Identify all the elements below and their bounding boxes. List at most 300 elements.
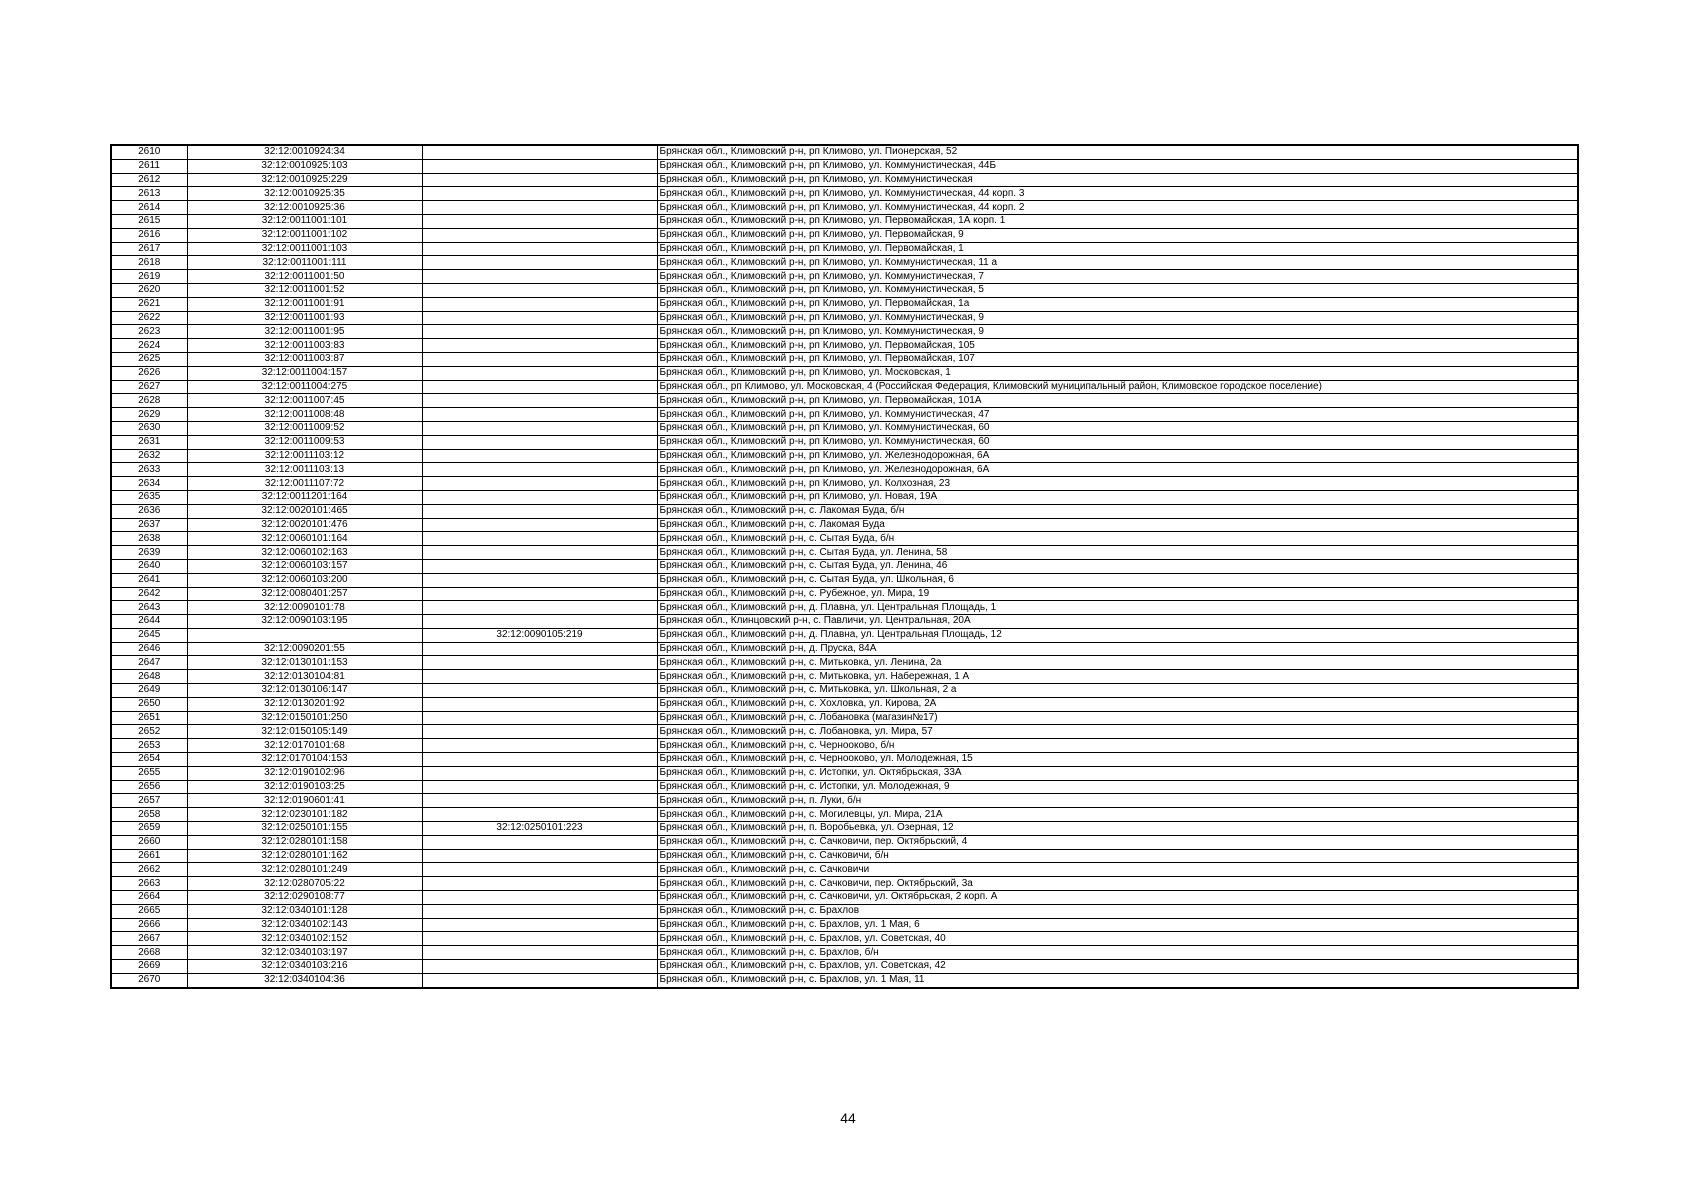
related-cadastral-number-cell xyxy=(422,725,657,739)
table-row xyxy=(111,394,1578,408)
table-row xyxy=(111,849,1578,863)
cadastral-number-cell: 32:12:0011008:48 xyxy=(187,408,422,422)
related-cadastral-number-cell xyxy=(422,973,657,987)
address-cell: Брянская обл., Климовский р-н, рп Климово, ул. Первомайская, 1А корп. 1 xyxy=(657,214,1578,228)
row-number-cell: 2657 xyxy=(111,794,187,808)
related-cadastral-number-cell xyxy=(422,145,657,159)
cadastral-number-cell: 32:12:0190103:25 xyxy=(187,780,422,794)
row-number-cell: 2622 xyxy=(111,311,187,325)
cadastral-number-cell: 32:12:0290108:77 xyxy=(187,891,422,905)
cadastral-number-cell: 32:12:0011009:52 xyxy=(187,421,422,435)
cadastral-number-cell: 32:12:0130106:147 xyxy=(187,684,422,698)
address-cell: Брянская обл., Климовский р-н, с. Брахлов, ул. 1 Мая, 11 xyxy=(657,973,1578,987)
address-cell: Брянская обл., Климовский р-н, рп Климово, ул. Первомайская, 1 xyxy=(657,242,1578,256)
row-number-cell: 2664 xyxy=(111,891,187,905)
row-number-cell: 2634 xyxy=(111,477,187,491)
table-row xyxy=(111,366,1578,380)
cadastral-number-cell: 32:12:0340102:143 xyxy=(187,918,422,932)
table-row xyxy=(111,891,1578,905)
table-row xyxy=(111,766,1578,780)
table-row xyxy=(111,904,1578,918)
address-cell: Брянская обл., Климовский р-н, рп Климово, ул. Коммунистическая, 44 корп. 3 xyxy=(657,187,1578,201)
row-number-cell: 2623 xyxy=(111,325,187,339)
row-number-cell: 2638 xyxy=(111,532,187,546)
cadastral-number-cell: 32:12:0011004:275 xyxy=(187,380,422,394)
row-number-cell: 2670 xyxy=(111,973,187,987)
row-number-cell: 2669 xyxy=(111,960,187,974)
related-cadastral-number-cell xyxy=(422,684,657,698)
related-cadastral-number-cell xyxy=(422,904,657,918)
related-cadastral-number-cell xyxy=(422,339,657,353)
cadastral-number-cell: 32:12:0011003:83 xyxy=(187,339,422,353)
cadastral-number-cell: 32:12:0011001:111 xyxy=(187,256,422,270)
row-number-cell: 2614 xyxy=(111,201,187,215)
row-number-cell: 2632 xyxy=(111,449,187,463)
row-number-cell: 2665 xyxy=(111,904,187,918)
address-cell: Брянская обл., Климовский р-н, рп Климово, ул. Первомайская, 105 xyxy=(657,339,1578,353)
table-row xyxy=(111,187,1578,201)
table-row xyxy=(111,780,1578,794)
cadastral-number-cell: 32:12:0280101:249 xyxy=(187,863,422,877)
address-cell: Брянская обл., Климовский р-н, с. Сачковичи, б/н xyxy=(657,849,1578,863)
cadastral-number-cell: 32:12:0340103:216 xyxy=(187,960,422,974)
related-cadastral-number-cell xyxy=(422,794,657,808)
address-cell: Брянская обл., Климовский р-н, с. Истопки, ул. Октябрьская, 33А xyxy=(657,766,1578,780)
related-cadastral-number-cell xyxy=(422,835,657,849)
table-row xyxy=(111,159,1578,173)
table-row xyxy=(111,601,1578,615)
address-cell: Брянская обл., Климовский р-н, с. Сытая Буда, б/н xyxy=(657,532,1578,546)
row-number-cell: 2620 xyxy=(111,283,187,297)
registry-table xyxy=(110,144,1579,989)
table-row xyxy=(111,960,1578,974)
address-cell: Брянская обл., Климовский р-н, д. Плавна, ул. Центральная Площадь, 1 xyxy=(657,601,1578,615)
related-cadastral-number-cell xyxy=(422,587,657,601)
related-cadastral-number-cell xyxy=(422,573,657,587)
related-cadastral-number-cell xyxy=(422,877,657,891)
related-cadastral-number-cell xyxy=(422,159,657,173)
cadastral-number-cell: 32:12:0080401:257 xyxy=(187,587,422,601)
related-cadastral-number-cell xyxy=(422,297,657,311)
related-cadastral-number-cell xyxy=(422,380,657,394)
related-cadastral-number-cell xyxy=(422,918,657,932)
row-number-cell: 2659 xyxy=(111,822,187,836)
cadastral-number-cell: 32:12:0011107:72 xyxy=(187,477,422,491)
cadastral-number-cell: 32:12:0010925:35 xyxy=(187,187,422,201)
address-cell: Брянская обл., Климовский р-н, рп Климово, ул. Железнодорожная, 6А xyxy=(657,449,1578,463)
address-cell: Брянская обл., Климовский р-н, с. Митьковка, ул. Школьная, 2 а xyxy=(657,684,1578,698)
related-cadastral-number-cell xyxy=(422,214,657,228)
cadastral-number-cell: 32:12:0190102:96 xyxy=(187,766,422,780)
related-cadastral-number-cell xyxy=(422,477,657,491)
related-cadastral-number-cell xyxy=(422,863,657,877)
address-cell: Брянская обл., Климовский р-н, с. Брахлов, ул. 1 Мая, 6 xyxy=(657,918,1578,932)
cadastral-number-cell: 32:12:0010924:34 xyxy=(187,145,422,159)
cadastral-number-cell: 32:12:0280705:22 xyxy=(187,877,422,891)
row-number-cell: 2619 xyxy=(111,270,187,284)
address-cell: Брянская обл., Климовский р-н, рп Климово, ул. Коммунистическая, 7 xyxy=(657,270,1578,284)
address-cell: Брянская обл., Климовский р-н, с. Митьковка, ул. Набережная, 1 А xyxy=(657,670,1578,684)
row-number-cell: 2644 xyxy=(111,615,187,629)
table-row xyxy=(111,297,1578,311)
table-row xyxy=(111,684,1578,698)
row-number-cell: 2655 xyxy=(111,766,187,780)
related-cadastral-number-cell xyxy=(422,366,657,380)
related-cadastral-number-cell xyxy=(422,283,657,297)
address-cell: Брянская обл., Климовский р-н, с. Хохловка, ул. Кирова, 2А xyxy=(657,697,1578,711)
row-number-cell: 2647 xyxy=(111,656,187,670)
cadastral-number-cell: 32:12:0340101:128 xyxy=(187,904,422,918)
address-cell: Брянская обл., Климовский р-н, с. Могилевцы, ул. Мира, 21А xyxy=(657,808,1578,822)
table-row xyxy=(111,270,1578,284)
cadastral-number-cell: 32:12:0011001:101 xyxy=(187,214,422,228)
address-cell: Брянская обл., Климовский р-н, с. Брахлов, ул. Советская, 40 xyxy=(657,932,1578,946)
address-cell: Брянская обл., Климовский р-н, с. Рубежное, ул. Мира, 19 xyxy=(657,587,1578,601)
row-number-cell: 2631 xyxy=(111,435,187,449)
address-cell: Брянская обл., Климовский р-н, с. Брахлов, б/н xyxy=(657,946,1578,960)
table-row xyxy=(111,808,1578,822)
related-cadastral-number-cell xyxy=(422,697,657,711)
table-row xyxy=(111,145,1578,159)
cadastral-number-cell: 32:12:0170101:68 xyxy=(187,739,422,753)
related-cadastral-number-cell xyxy=(422,753,657,767)
related-cadastral-number-cell xyxy=(422,532,657,546)
address-cell: Брянская обл., Климовский р-н, рп Климово, ул. Коммунистическая, 44Б xyxy=(657,159,1578,173)
table-row xyxy=(111,559,1578,573)
address-cell: Брянская обл., Климовский р-н, рп Климово, ул. Коммунистическая, 9 xyxy=(657,311,1578,325)
cadastral-number-cell: 32:12:0011001:91 xyxy=(187,297,422,311)
related-cadastral-number-cell xyxy=(422,849,657,863)
table-row xyxy=(111,670,1578,684)
related-cadastral-number-cell xyxy=(422,642,657,656)
cadastral-number-cell: 32:12:0011201:164 xyxy=(187,490,422,504)
address-cell: Брянская обл., Клинцовский р-н, с. Павличи, ул. Центральная, 20А xyxy=(657,615,1578,629)
row-number-cell: 2652 xyxy=(111,725,187,739)
cadastral-number-cell: 32:12:0060103:200 xyxy=(187,573,422,587)
row-number-cell: 2641 xyxy=(111,573,187,587)
related-cadastral-number-cell xyxy=(422,435,657,449)
related-cadastral-number-cell xyxy=(422,463,657,477)
registry-table-body xyxy=(111,145,1578,988)
table-row xyxy=(111,435,1578,449)
table-row xyxy=(111,380,1578,394)
table-row xyxy=(111,325,1578,339)
row-number-cell: 2661 xyxy=(111,849,187,863)
cadastral-number-cell: 32:12:0011004:157 xyxy=(187,366,422,380)
address-cell: Брянская обл., Климовский р-н, с. Чернооково, б/н xyxy=(657,739,1578,753)
table-row xyxy=(111,463,1578,477)
address-cell: Брянская обл., Климовский р-н, с. Лобановка (магазин№17) xyxy=(657,711,1578,725)
related-cadastral-number-cell xyxy=(422,449,657,463)
row-number-cell: 2625 xyxy=(111,352,187,366)
table-row xyxy=(111,753,1578,767)
related-cadastral-number-cell xyxy=(422,173,657,187)
table-row xyxy=(111,973,1578,987)
row-number-cell: 2616 xyxy=(111,228,187,242)
row-number-cell: 2648 xyxy=(111,670,187,684)
row-number-cell: 2667 xyxy=(111,932,187,946)
address-cell: Брянская обл., Климовский р-н, с. Сачковичи xyxy=(657,863,1578,877)
related-cadastral-number-cell xyxy=(422,932,657,946)
related-cadastral-number-cell xyxy=(422,546,657,560)
table-row xyxy=(111,739,1578,753)
related-cadastral-number-cell xyxy=(422,670,657,684)
row-number-cell: 2645 xyxy=(111,628,187,642)
cadastral-number-cell: 32:12:0340102:152 xyxy=(187,932,422,946)
related-cadastral-number-cell xyxy=(422,242,657,256)
table-row xyxy=(111,173,1578,187)
table-row xyxy=(111,242,1578,256)
address-cell: Брянская обл., Климовский р-н, с. Сытая Буда, ул. Ленина, 58 xyxy=(657,546,1578,560)
row-number-cell: 2612 xyxy=(111,173,187,187)
address-cell: Брянская обл., Климовский р-н, с. Лакомая Буда xyxy=(657,518,1578,532)
related-cadastral-number-cell xyxy=(422,504,657,518)
row-number-cell: 2621 xyxy=(111,297,187,311)
address-cell: Брянская обл., Климовский р-н, д. Пруска, 84А xyxy=(657,642,1578,656)
cadastral-number-cell: 32:12:0010925:103 xyxy=(187,159,422,173)
cadastral-number-cell: 32:12:0150105:149 xyxy=(187,725,422,739)
cadastral-number-cell: 32:12:0011001:52 xyxy=(187,283,422,297)
cadastral-number-cell: 32:12:0011001:102 xyxy=(187,228,422,242)
related-cadastral-number-cell xyxy=(422,187,657,201)
row-number-cell: 2635 xyxy=(111,490,187,504)
table-row xyxy=(111,835,1578,849)
table-row xyxy=(111,587,1578,601)
row-number-cell: 2642 xyxy=(111,587,187,601)
related-cadastral-number-cell xyxy=(422,311,657,325)
address-cell: Брянская обл., Климовский р-н, п. Воробьевка, ул. Озерная, 12 xyxy=(657,822,1578,836)
table-row xyxy=(111,573,1578,587)
cadastral-number-cell: 32:12:0090101:78 xyxy=(187,601,422,615)
address-cell: Брянская обл., Климовский р-н, с. Брахлов xyxy=(657,904,1578,918)
row-number-cell: 2663 xyxy=(111,877,187,891)
address-cell: Брянская обл., Климовский р-н, рп Климово, ул. Первомайская, 107 xyxy=(657,352,1578,366)
related-cadastral-number-cell xyxy=(422,228,657,242)
cadastral-number-cell: 32:12:0020101:465 xyxy=(187,504,422,518)
cadastral-number-cell: 32:12:0250101:155 xyxy=(187,822,422,836)
row-number-cell: 2627 xyxy=(111,380,187,394)
related-cadastral-number-cell xyxy=(422,394,657,408)
table-row xyxy=(111,656,1578,670)
table-row xyxy=(111,311,1578,325)
related-cadastral-number-cell: 32:12:0250101:223 xyxy=(422,822,657,836)
related-cadastral-number-cell xyxy=(422,656,657,670)
table-row xyxy=(111,863,1578,877)
table-row xyxy=(111,794,1578,808)
table-row xyxy=(111,615,1578,629)
address-cell: Брянская обл., Климовский р-н, с. Лобановка, ул. Мира, 57 xyxy=(657,725,1578,739)
row-number-cell: 2636 xyxy=(111,504,187,518)
table-row xyxy=(111,946,1578,960)
related-cadastral-number-cell xyxy=(422,766,657,780)
row-number-cell: 2643 xyxy=(111,601,187,615)
cadastral-number-cell: 32:12:0190601:41 xyxy=(187,794,422,808)
table-row xyxy=(111,518,1578,532)
related-cadastral-number-cell xyxy=(422,325,657,339)
row-number-cell: 2650 xyxy=(111,697,187,711)
table-row xyxy=(111,546,1578,560)
cadastral-number-cell: 32:12:0090201:55 xyxy=(187,642,422,656)
table-row xyxy=(111,877,1578,891)
row-number-cell: 2660 xyxy=(111,835,187,849)
cadastral-number-cell: 32:12:0280101:162 xyxy=(187,849,422,863)
row-number-cell: 2633 xyxy=(111,463,187,477)
row-number-cell: 2646 xyxy=(111,642,187,656)
related-cadastral-number-cell xyxy=(422,408,657,422)
row-number-cell: 2628 xyxy=(111,394,187,408)
related-cadastral-number-cell xyxy=(422,518,657,532)
row-number-cell: 2611 xyxy=(111,159,187,173)
cadastral-number-cell: 32:12:0130101:153 xyxy=(187,656,422,670)
row-number-cell: 2639 xyxy=(111,546,187,560)
related-cadastral-number-cell xyxy=(422,615,657,629)
row-number-cell: 2624 xyxy=(111,339,187,353)
address-cell: Брянская обл., Климовский р-н, с. Сытая Буда, ул. Школьная, 6 xyxy=(657,573,1578,587)
address-cell: Брянская обл., Климовский р-н, с. Митьковка, ул. Ленина, 2а xyxy=(657,656,1578,670)
address-cell: Брянская обл., Климовский р-н, рп Климово, ул. Московская, 1 xyxy=(657,366,1578,380)
table-row xyxy=(111,228,1578,242)
cadastral-number-cell: 32:12:0340104:36 xyxy=(187,973,422,987)
cadastral-number-cell: 32:12:0170104:153 xyxy=(187,753,422,767)
related-cadastral-number-cell xyxy=(422,490,657,504)
cadastral-number-cell: 32:12:0010925:36 xyxy=(187,201,422,215)
address-cell: Брянская обл., Климовский р-н, с. Брахлов, ул. Советская, 42 xyxy=(657,960,1578,974)
address-cell: Брянская обл., Климовский р-н, рп Климово, ул. Первомайская, 101А xyxy=(657,394,1578,408)
cadastral-number-cell: 32:12:0090103:195 xyxy=(187,615,422,629)
address-cell: Брянская обл., Климовский р-н, рп Климово, ул. Железнодорожная, 6А xyxy=(657,463,1578,477)
row-number-cell: 2615 xyxy=(111,214,187,228)
row-number-cell: 2666 xyxy=(111,918,187,932)
row-number-cell: 2649 xyxy=(111,684,187,698)
cadastral-number-cell: 32:12:0011003:87 xyxy=(187,352,422,366)
row-number-cell: 2618 xyxy=(111,256,187,270)
address-cell: Брянская обл., Климовский р-н, рп Климово, ул. Новая, 19А xyxy=(657,490,1578,504)
table-row xyxy=(111,339,1578,353)
cadastral-number-cell: 32:12:0060101:164 xyxy=(187,532,422,546)
related-cadastral-number-cell xyxy=(422,601,657,615)
cadastral-number-cell: 32:12:0060103:157 xyxy=(187,559,422,573)
table-row xyxy=(111,711,1578,725)
address-cell: Брянская обл., Климовский р-н, рп Климово, ул. Коммунистическая xyxy=(657,173,1578,187)
related-cadastral-number-cell xyxy=(422,739,657,753)
address-cell: Брянская обл., Климовский р-н, с. Сачковичи, пер. Октябрьский, 4 xyxy=(657,835,1578,849)
table-row xyxy=(111,283,1578,297)
row-number-cell: 2640 xyxy=(111,559,187,573)
related-cadastral-number-cell xyxy=(422,421,657,435)
table-row xyxy=(111,214,1578,228)
row-number-cell: 2610 xyxy=(111,145,187,159)
related-cadastral-number-cell: 32:12:0090105:219 xyxy=(422,628,657,642)
address-cell: Брянская обл., Климовский р-н, с. Истопки, ул. Молодежная, 9 xyxy=(657,780,1578,794)
table-row xyxy=(111,932,1578,946)
related-cadastral-number-cell xyxy=(422,946,657,960)
cadastral-number-cell: 32:12:0011009:53 xyxy=(187,435,422,449)
table-row xyxy=(111,256,1578,270)
address-cell: Брянская обл., Климовский р-н, рп Климово, ул. Коммунистическая, 60 xyxy=(657,421,1578,435)
cadastral-number-cell: 32:12:0011001:103 xyxy=(187,242,422,256)
address-cell: Брянская обл., Климовский р-н, рп Климово, ул. Коммунистическая, 47 xyxy=(657,408,1578,422)
related-cadastral-number-cell xyxy=(422,808,657,822)
row-number-cell: 2656 xyxy=(111,780,187,794)
address-cell: Брянская обл., Климовский р-н, рп Климово, ул. Коммунистическая, 9 xyxy=(657,325,1578,339)
related-cadastral-number-cell xyxy=(422,960,657,974)
row-number-cell: 2653 xyxy=(111,739,187,753)
cadastral-number-cell: 32:12:0230101:182 xyxy=(187,808,422,822)
cadastral-number-cell: 32:12:0340103:197 xyxy=(187,946,422,960)
row-number-cell: 2654 xyxy=(111,753,187,767)
address-cell: Брянская обл., Климовский р-н, с. Сытая Буда, ул. Ленина, 46 xyxy=(657,559,1578,573)
table-row xyxy=(111,449,1578,463)
address-cell: Брянская обл., Климовский р-н, рп Климово, ул. Колхозная, 23 xyxy=(657,477,1578,491)
cadastral-number-cell: 32:12:0011001:93 xyxy=(187,311,422,325)
row-number-cell: 2662 xyxy=(111,863,187,877)
page-number: 44 xyxy=(840,1110,856,1126)
row-number-cell: 2637 xyxy=(111,518,187,532)
table-row xyxy=(111,504,1578,518)
cadastral-number-cell: 32:12:0011001:50 xyxy=(187,270,422,284)
address-cell: Брянская обл., Климовский р-н, с. Сачковичи, ул. Октябрьская, 2 корп. А xyxy=(657,891,1578,905)
table-row xyxy=(111,725,1578,739)
address-cell: Брянская обл., Климовский р-н, с. Чернооково, ул. Молодежная, 15 xyxy=(657,753,1578,767)
related-cadastral-number-cell xyxy=(422,256,657,270)
address-cell: Брянская обл., рп Климово, ул. Московская, 4 (Российская Федерация, Климовский муниципальный район, Климовское городское поселение) xyxy=(657,380,1578,394)
cadastral-number-cell xyxy=(187,628,422,642)
table-row xyxy=(111,477,1578,491)
related-cadastral-number-cell xyxy=(422,780,657,794)
related-cadastral-number-cell xyxy=(422,891,657,905)
related-cadastral-number-cell xyxy=(422,270,657,284)
cadastral-number-cell: 32:12:0011103:13 xyxy=(187,463,422,477)
address-cell: Брянская обл., Климовский р-н, п. Луки, б/н xyxy=(657,794,1578,808)
address-cell: Брянская обл., Климовский р-н, с. Лакомая Буда, б/н xyxy=(657,504,1578,518)
cadastral-number-cell: 32:12:0011103:12 xyxy=(187,449,422,463)
table-row xyxy=(111,421,1578,435)
table-row xyxy=(111,532,1578,546)
row-number-cell: 2651 xyxy=(111,711,187,725)
table-row xyxy=(111,918,1578,932)
cadastral-number-cell: 32:12:0020101:476 xyxy=(187,518,422,532)
related-cadastral-number-cell xyxy=(422,711,657,725)
address-cell: Брянская обл., Климовский р-н, с. Сачковичи, пер. Октябрьский, 3а xyxy=(657,877,1578,891)
row-number-cell: 2630 xyxy=(111,421,187,435)
table-row xyxy=(111,408,1578,422)
cadastral-number-cell: 32:12:0150101:250 xyxy=(187,711,422,725)
address-cell: Брянская обл., Климовский р-н, рп Климово, ул. Коммунистическая, 11 а xyxy=(657,256,1578,270)
row-number-cell: 2626 xyxy=(111,366,187,380)
address-cell: Брянская обл., Климовский р-н, рп Климово, ул. Коммунистическая, 44 корп. 2 xyxy=(657,201,1578,215)
address-cell: Брянская обл., Климовский р-н, рп Климово, ул. Коммунистическая, 60 xyxy=(657,435,1578,449)
cadastral-number-cell: 32:12:0280101:158 xyxy=(187,835,422,849)
row-number-cell: 2629 xyxy=(111,408,187,422)
row-number-cell: 2658 xyxy=(111,808,187,822)
cadastral-number-cell: 32:12:0010925:229 xyxy=(187,173,422,187)
address-cell: Брянская обл., Климовский р-н, рп Климово, ул. Пионерская, 52 xyxy=(657,145,1578,159)
table-row xyxy=(111,352,1578,366)
cadastral-number-cell: 32:12:0060102:163 xyxy=(187,546,422,560)
cadastral-number-cell: 32:12:0130104:81 xyxy=(187,670,422,684)
table-row xyxy=(111,822,1578,836)
row-number-cell: 2617 xyxy=(111,242,187,256)
cadastral-number-cell: 32:12:0130201:92 xyxy=(187,697,422,711)
related-cadastral-number-cell xyxy=(422,559,657,573)
table-row xyxy=(111,628,1578,642)
address-cell: Брянская обл., Климовский р-н, рп Климово, ул. Коммунистическая, 5 xyxy=(657,283,1578,297)
row-number-cell: 2613 xyxy=(111,187,187,201)
related-cadastral-number-cell xyxy=(422,201,657,215)
table-row xyxy=(111,201,1578,215)
table-row xyxy=(111,642,1578,656)
cadastral-number-cell: 32:12:0011007:45 xyxy=(187,394,422,408)
